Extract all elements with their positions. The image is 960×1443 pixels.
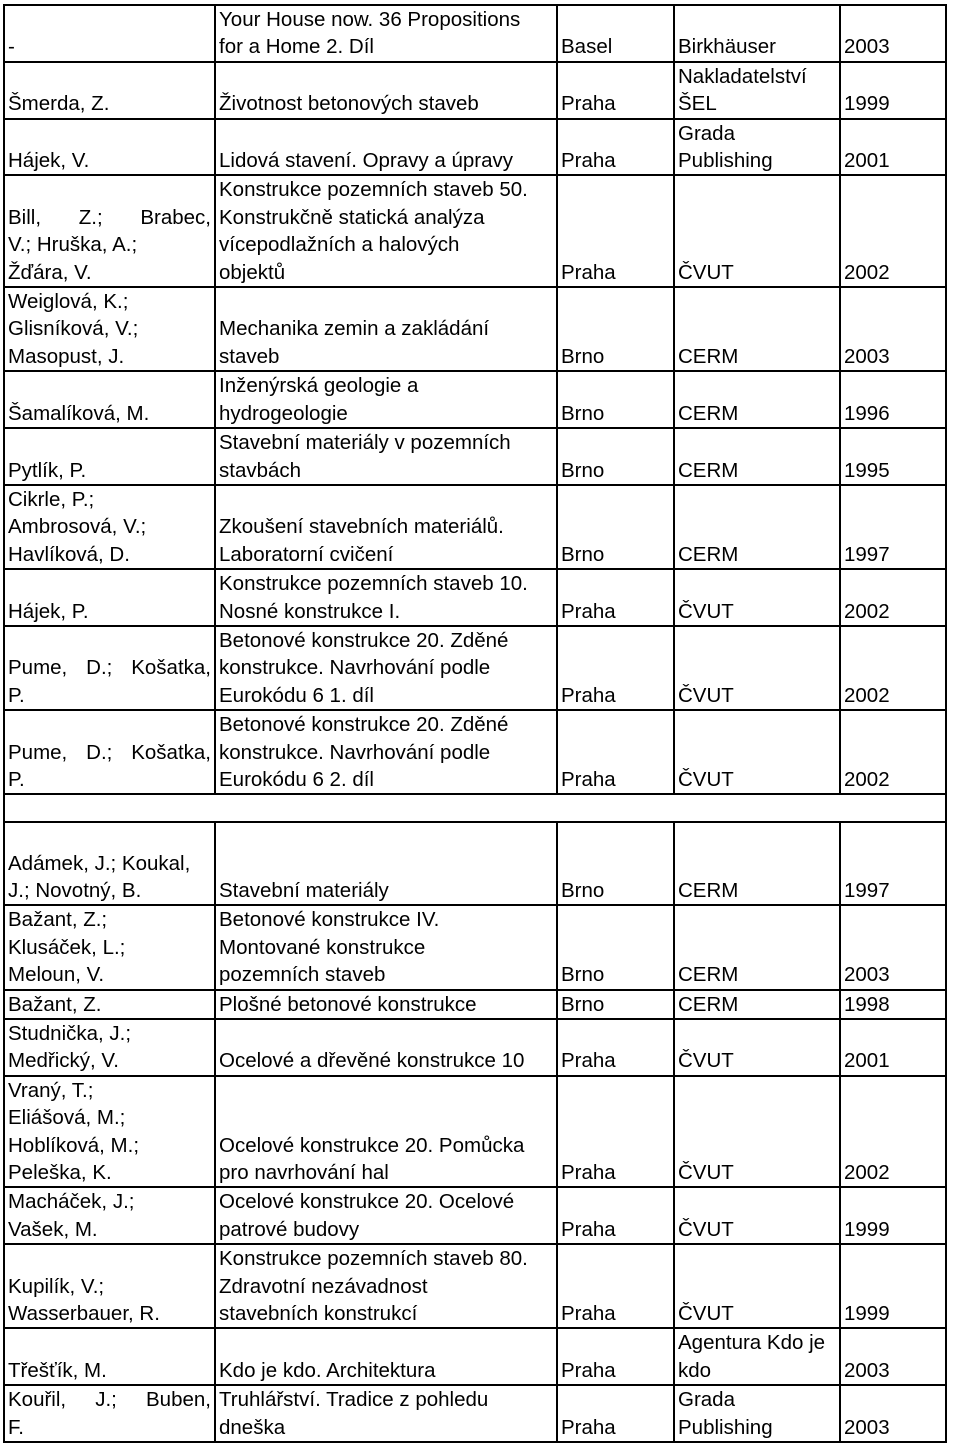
- title-cell: [215, 119, 557, 176]
- title-cell: [215, 287, 557, 371]
- year-cell-text: 1999: [844, 1302, 890, 1326]
- title-cell-line: Ocelové konstrukce 20. Pomůcka: [219, 1133, 525, 1157]
- year-cell: [840, 1385, 946, 1442]
- authors-cell: [4, 1328, 215, 1385]
- year-cell-text: 2003: [844, 963, 890, 987]
- title-cell-line: Konstrukce pozemních staveb 10.: [219, 572, 528, 596]
- city-cell-text: Praha: [561, 1302, 616, 1326]
- title-cell-line: Plošné betonové konstrukce: [219, 992, 477, 1016]
- city-cell-text: Brno: [561, 963, 605, 987]
- publisher-cell-line: Publishing: [678, 149, 773, 173]
- publisher-cell-line: CERM: [678, 878, 739, 902]
- table-row: [4, 371, 946, 428]
- title-cell-line: Životnost betonových staveb: [219, 92, 479, 116]
- table-row: [4, 822, 946, 905]
- title-cell: [215, 822, 557, 905]
- year-cell: [840, 905, 946, 989]
- empty-cell: [840, 794, 946, 822]
- authors-cell-line: Kupilík, V.;: [8, 1274, 105, 1298]
- title-cell-line: vícepodlažních a halových: [219, 233, 460, 257]
- publisher-cell-line: ČVUT: [678, 599, 734, 623]
- city-cell-text: Brno: [561, 878, 605, 902]
- authors-cell-line: Havlíková, D.: [8, 542, 130, 566]
- publisher-cell: [674, 990, 840, 1019]
- authors-cell-line: Medřický, V.: [8, 1049, 119, 1073]
- publisher-cell-line: ČVUT: [678, 767, 734, 791]
- title-cell-line: Konstrukce pozemních staveb 80.: [219, 1247, 528, 1271]
- bibliography-table-body: [4, 5, 946, 1442]
- authors-cell-line: Vašek, M.: [8, 1217, 98, 1241]
- publisher-cell-line: CERM: [678, 963, 739, 987]
- authors-cell-line: Wasserbauer, R.: [8, 1302, 160, 1326]
- title-cell-line: Lidová stavení. Opravy a úpravy: [219, 149, 513, 173]
- authors-cell: [4, 175, 215, 287]
- city-cell-text: Brno: [561, 344, 605, 368]
- title-cell: [215, 1076, 557, 1188]
- city-cell: [557, 371, 674, 428]
- authors-cell-line: P.: [8, 767, 25, 791]
- title-cell: [215, 371, 557, 428]
- title-cell-line: dneška: [219, 1415, 286, 1439]
- city-cell: [557, 1244, 674, 1328]
- authors-cell: [4, 428, 215, 485]
- table-row: [4, 62, 946, 119]
- authors-cell-line: Pume, D.; Košatka,: [8, 656, 211, 680]
- title-cell-line: Laboratorní cvičení: [219, 542, 394, 566]
- city-cell: [557, 428, 674, 485]
- year-cell-text: 1997: [844, 542, 890, 566]
- table-row: [4, 175, 946, 287]
- authors-cell-line: Hájek, P.: [8, 599, 89, 623]
- year-cell-text: 2001: [844, 149, 890, 173]
- authors-cell: [4, 62, 215, 119]
- authors-cell-line: P.: [8, 683, 25, 707]
- year-cell-text: 2003: [844, 1415, 890, 1439]
- title-cell-line: staveb: [219, 344, 280, 368]
- table-row: [4, 287, 946, 371]
- year-cell: [840, 626, 946, 710]
- title-cell-line: Montované konstrukce: [219, 935, 426, 959]
- city-cell-text: Praha: [561, 683, 616, 707]
- authors-cell: [4, 1385, 215, 1442]
- publisher-cell-line: Agentura Kdo je: [678, 1331, 826, 1355]
- publisher-cell: [674, 428, 840, 485]
- publisher-cell-line: ČVUT: [678, 1049, 734, 1073]
- table-row: [4, 626, 946, 710]
- authors-cell: [4, 1244, 215, 1328]
- city-cell: [557, 1019, 674, 1076]
- authors-cell-line: V.; Hruška, A.;: [8, 233, 138, 257]
- publisher-cell: [674, 175, 840, 287]
- year-cell: [840, 990, 946, 1019]
- authors-cell-line: Pume, D.; Košatka,: [8, 740, 211, 764]
- title-cell-line: Betonové konstrukce IV.: [219, 908, 440, 932]
- authors-cell-line: Meloun, V.: [8, 963, 105, 987]
- title-cell-line: Mechanika zemin a zakládání: [219, 317, 490, 341]
- authors-cell-line: Studnička, J.;: [8, 1022, 132, 1045]
- publisher-cell: [674, 905, 840, 989]
- table-row: [4, 5, 946, 62]
- authors-cell: [4, 990, 215, 1019]
- year-cell: [840, 287, 946, 371]
- authors-cell: [4, 710, 215, 794]
- publisher-cell: [674, 569, 840, 626]
- publisher-cell: [674, 119, 840, 176]
- title-cell-line: Nosné konstrukce I.: [219, 599, 401, 623]
- title-cell-line: Ocelové konstrukce 20. Ocelové: [219, 1190, 515, 1214]
- table-row: [4, 710, 946, 794]
- authors-cell-line: Glisníková, V.;: [8, 317, 139, 341]
- empty-cell: [4, 794, 215, 822]
- year-cell-text: 1995: [844, 458, 890, 482]
- table-row: [4, 990, 946, 1019]
- title-cell: [215, 5, 557, 62]
- city-cell: [557, 62, 674, 119]
- year-cell: [840, 371, 946, 428]
- authors-cell-line: Hoblíková, M.;: [8, 1133, 140, 1157]
- authors-cell-line: Ambrosová, V.;: [8, 515, 147, 539]
- year-cell: [840, 428, 946, 485]
- city-cell-text: Praha: [561, 149, 616, 173]
- city-cell-text: Brno: [561, 458, 605, 482]
- bibliography-table: [3, 4, 947, 1443]
- authors-cell-line: Vraný, T.;: [8, 1078, 94, 1102]
- spacer-row: [4, 794, 946, 822]
- empty-cell: [674, 794, 840, 822]
- year-cell-text: 2002: [844, 767, 890, 791]
- year-cell: [840, 822, 946, 905]
- publisher-cell-line: ČVUT: [678, 683, 734, 707]
- publisher-cell-line: Grada: [678, 121, 735, 145]
- authors-cell-line: Šamalíková, M.: [8, 401, 150, 425]
- city-cell: [557, 710, 674, 794]
- year-cell-text: 1996: [844, 401, 890, 425]
- title-cell-line: Stavební materiály v pozemních: [219, 431, 511, 455]
- title-cell-line: Stavební materiály: [219, 878, 389, 902]
- publisher-cell: [674, 1187, 840, 1244]
- table-row: [4, 1385, 946, 1442]
- table-row: [4, 569, 946, 626]
- publisher-cell: [674, 1385, 840, 1442]
- city-cell-text: Brno: [561, 992, 605, 1016]
- title-cell-line: stavbách: [219, 458, 302, 482]
- authors-cell-line: Eliášová, M.;: [8, 1106, 126, 1130]
- authors-cell-line: Pytlík, P.: [8, 458, 87, 482]
- city-cell: [557, 1187, 674, 1244]
- year-cell-text: 2003: [844, 344, 890, 368]
- authors-cell: [4, 626, 215, 710]
- table-row: [4, 119, 946, 176]
- title-cell-line: konstrukce. Navrhování podle: [219, 740, 491, 764]
- authors-cell-line: Weiglová, K.;: [8, 290, 129, 314]
- title-cell: [215, 990, 557, 1019]
- publisher-cell: [674, 62, 840, 119]
- city-cell-text: Brno: [561, 542, 605, 566]
- year-cell-text: 1997: [844, 878, 890, 902]
- title-cell-line: Betonové konstrukce 20. Zděné: [219, 628, 509, 652]
- city-cell: [557, 119, 674, 176]
- table-row: [4, 1187, 946, 1244]
- year-cell-text: 2002: [844, 599, 890, 623]
- title-cell-line: pro navrhování hal: [219, 1161, 389, 1185]
- city-cell: [557, 1076, 674, 1188]
- authors-cell-line: Peleška, K.: [8, 1161, 112, 1185]
- publisher-cell-line: kdo: [678, 1358, 712, 1382]
- publisher-cell: [674, 1076, 840, 1188]
- publisher-cell-line: Publishing: [678, 1415, 773, 1439]
- title-cell: [215, 905, 557, 989]
- year-cell: [840, 62, 946, 119]
- city-cell: [557, 822, 674, 905]
- publisher-cell-line: CERM: [678, 542, 739, 566]
- publisher-cell: [674, 626, 840, 710]
- publisher-cell: [674, 287, 840, 371]
- authors-cell-line: Adámek, J.; Koukal,: [8, 851, 191, 875]
- city-cell: [557, 175, 674, 287]
- city-cell-text: Praha: [561, 1161, 616, 1185]
- table-row: [4, 1328, 946, 1385]
- authors-cell-line: -: [8, 35, 15, 59]
- year-cell: [840, 5, 946, 62]
- authors-cell: [4, 485, 215, 569]
- year-cell: [840, 1244, 946, 1328]
- title-cell: [215, 1328, 557, 1385]
- year-cell: [840, 119, 946, 176]
- authors-cell: [4, 1187, 215, 1244]
- year-cell: [840, 485, 946, 569]
- publisher-cell: [674, 1244, 840, 1328]
- title-cell-line: for a Home 2. Díl: [219, 35, 374, 59]
- authors-cell-line: Hájek, V.: [8, 149, 90, 173]
- year-cell-text: 2003: [844, 35, 890, 59]
- year-cell: [840, 1019, 946, 1076]
- authors-cell-line: J.; Novotný, B.: [8, 878, 142, 902]
- title-cell: [215, 1385, 557, 1442]
- year-cell: [840, 1328, 946, 1385]
- title-cell: [215, 1187, 557, 1244]
- title-cell-line: Eurokódu 6 1. díl: [219, 683, 374, 707]
- publisher-cell: [674, 822, 840, 905]
- city-cell: [557, 626, 674, 710]
- publisher-cell: [674, 1019, 840, 1076]
- publisher-cell-line: ČVUT: [678, 260, 734, 284]
- publisher-cell-line: ČVUT: [678, 1302, 734, 1326]
- year-cell-text: 2002: [844, 260, 890, 284]
- title-cell-line: objektů: [219, 260, 286, 284]
- city-cell-text: Praha: [561, 260, 616, 284]
- year-cell-text: 1999: [844, 92, 890, 116]
- title-cell-line: Zdravotní nezávadnost: [219, 1274, 428, 1298]
- city-cell-text: Praha: [561, 92, 616, 116]
- empty-cell: [557, 794, 674, 822]
- title-cell: [215, 175, 557, 287]
- city-cell: [557, 5, 674, 62]
- city-cell: [557, 485, 674, 569]
- publisher-cell-line: CERM: [678, 344, 739, 368]
- title-cell: [215, 1244, 557, 1328]
- title-cell: [215, 626, 557, 710]
- year-cell: [840, 569, 946, 626]
- publisher-cell-line: ČVUT: [678, 1161, 734, 1185]
- table-row: [4, 485, 946, 569]
- city-cell-text: Basel: [561, 35, 613, 59]
- city-cell: [557, 569, 674, 626]
- publisher-cell: [674, 485, 840, 569]
- publisher-cell-line: CERM: [678, 458, 739, 482]
- authors-cell: [4, 1019, 215, 1076]
- authors-cell-line: Bažant, Z.: [8, 992, 102, 1016]
- publisher-cell-line: Grada: [678, 1388, 735, 1412]
- authors-cell-line: Klusáček, L.;: [8, 935, 126, 959]
- authors-cell: [4, 287, 215, 371]
- city-cell: [557, 990, 674, 1019]
- city-cell: [557, 1328, 674, 1385]
- title-cell: [215, 485, 557, 569]
- title-cell: [215, 569, 557, 626]
- authors-cell-line: Šmerda, Z.: [8, 92, 110, 116]
- title-cell-line: Kdo je kdo. Architektura: [219, 1358, 436, 1382]
- city-cell-text: Praha: [561, 1415, 616, 1439]
- authors-cell-line: Bažant, Z.;: [8, 908, 108, 932]
- publisher-cell-line: CERM: [678, 992, 739, 1016]
- year-cell-text: 2002: [844, 683, 890, 707]
- authors-cell-line: Macháček, J.;: [8, 1190, 135, 1214]
- title-cell-line: Konstrukčně statická analýza: [219, 205, 485, 229]
- city-cell-text: Praha: [561, 1049, 616, 1073]
- authors-cell-line: Žďára, V.: [8, 260, 92, 284]
- year-cell-text: 2001: [844, 1049, 890, 1073]
- title-cell: [215, 428, 557, 485]
- authors-cell-line: Cikrle, P.;: [8, 487, 95, 511]
- title-cell-line: Konstrukce pozemních staveb 50.: [219, 178, 528, 202]
- authors-cell-line: Třešťík, M.: [8, 1358, 107, 1382]
- title-cell: [215, 62, 557, 119]
- city-cell: [557, 905, 674, 989]
- title-cell-line: hydrogeologie: [219, 401, 348, 425]
- title-cell-line: Ocelové a dřevěné konstrukce 10: [219, 1049, 525, 1073]
- authors-cell: [4, 1076, 215, 1188]
- publisher-cell-line: Birkhäuser: [678, 35, 776, 59]
- authors-cell: [4, 905, 215, 989]
- title-cell-line: konstrukce. Navrhování podle: [219, 656, 491, 680]
- authors-cell-line: Kouřil, J.; Buben,: [8, 1388, 211, 1412]
- title-cell-line: Eurokódu 6 2. díl: [219, 767, 374, 791]
- title-cell: [215, 710, 557, 794]
- table-row: [4, 1076, 946, 1188]
- publisher-cell-line: ČVUT: [678, 1217, 734, 1241]
- authors-cell: [4, 371, 215, 428]
- title-cell-line: Betonové konstrukce 20. Zděné: [219, 713, 509, 737]
- table-row: [4, 1019, 946, 1076]
- year-cell: [840, 710, 946, 794]
- year-cell-text: 2003: [844, 1358, 890, 1382]
- authors-cell-line: F.: [8, 1415, 24, 1439]
- title-cell: [215, 1019, 557, 1076]
- publisher-cell: [674, 1328, 840, 1385]
- authors-cell: [4, 5, 215, 62]
- authors-cell-line: Masopust, J.: [8, 344, 125, 368]
- table-row: [4, 905, 946, 989]
- publisher-cell-line: ŠEL: [678, 92, 717, 116]
- table-row: [4, 428, 946, 485]
- authors-cell: [4, 119, 215, 176]
- publisher-cell: [674, 710, 840, 794]
- year-cell-text: 1998: [844, 992, 890, 1016]
- city-cell: [557, 287, 674, 371]
- title-cell-line: Zkoušení stavebních materiálů.: [219, 515, 504, 539]
- publisher-cell: [674, 371, 840, 428]
- publisher-cell-line: CERM: [678, 401, 739, 425]
- authors-cell: [4, 569, 215, 626]
- title-cell-line: Your House now. 36 Propositions: [219, 8, 521, 31]
- title-cell-line: patrové budovy: [219, 1217, 360, 1241]
- city-cell-text: Praha: [561, 599, 616, 623]
- title-cell-line: Truhlářství. Tradice z pohledu: [219, 1388, 489, 1412]
- city-cell-text: Praha: [561, 1217, 616, 1241]
- year-cell: [840, 1076, 946, 1188]
- year-cell: [840, 175, 946, 287]
- publisher-cell-line: Nakladatelství: [678, 64, 807, 88]
- year-cell-text: 1999: [844, 1217, 890, 1241]
- authors-cell-line: Bill, Z.; Brabec,: [8, 205, 211, 229]
- authors-cell: [4, 822, 215, 905]
- title-cell-line: stavebních konstrukcí: [219, 1302, 418, 1326]
- table-row: [4, 1244, 946, 1328]
- city-cell-text: Praha: [561, 767, 616, 791]
- city-cell-text: Brno: [561, 401, 605, 425]
- year-cell: [840, 1187, 946, 1244]
- title-cell-line: pozemních staveb: [219, 963, 386, 987]
- title-cell-line: Inženýrská geologie a: [219, 374, 419, 398]
- year-cell-text: 2002: [844, 1161, 890, 1185]
- city-cell-text: Praha: [561, 1358, 616, 1382]
- empty-cell: [215, 794, 557, 822]
- city-cell: [557, 1385, 674, 1442]
- publisher-cell: [674, 5, 840, 62]
